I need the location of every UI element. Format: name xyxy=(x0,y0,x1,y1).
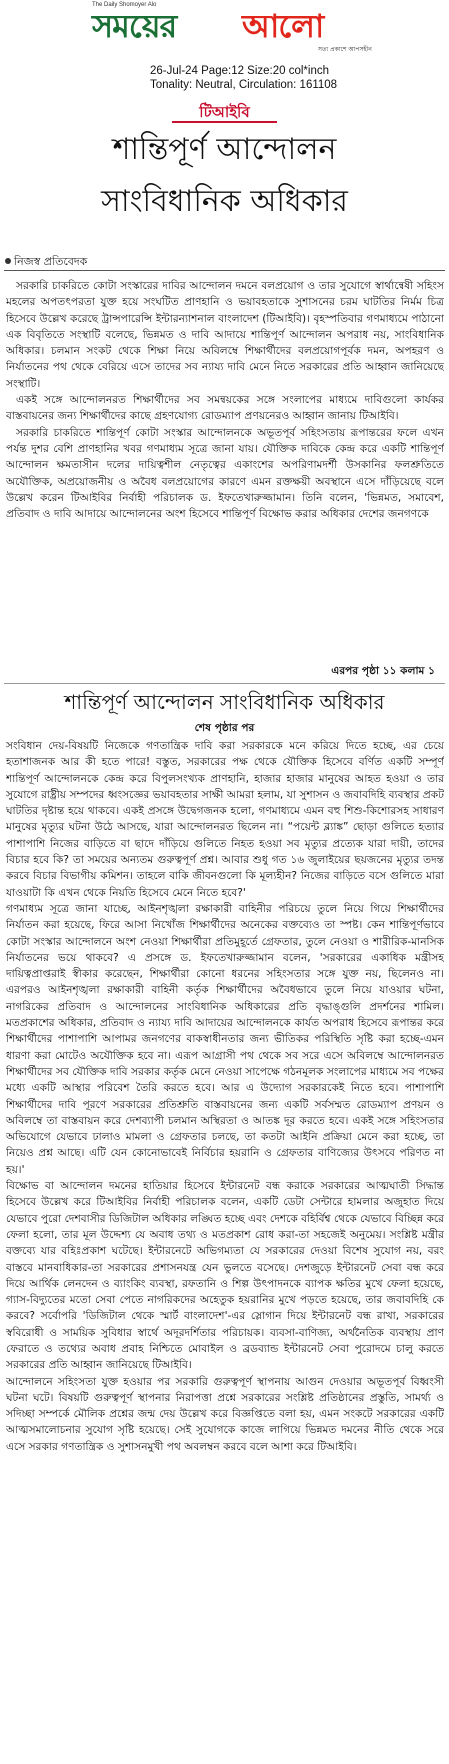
paragraph: সংবিধান দেয়-বিষয়টি নিজেকে গণতান্ত্রিক দাবি করা সরকারকে মনে করিয়ে দিতে হচ্ছে, এর চেয়ে হতাশাজনক আর কী হতে পারে! বস্তুত, সরকারের পক্ষ থেকে যৌক্তিক হিসেবে বর্ণিত একটি সম্পূর্ণ শান্তিপূর্ণ আন্দোলনকে কেন্দ্র করে বিপুলসংখ্যক প্রাণহানি, হাজার হাজার মানুষের আহত হওয়া ও তার সুযোগে রাষ্ট্রীয় সম্পদের ধ্বংসজ্ঞের ভয়াবহতার সাক্ষী আমরা হলাম, যা সুশাসন ও জবাবদিহি ব্যবস্থার প্রকট ঘাটতির দৃষ্টান্ত হয়ে থাকবে। একই প্রসঙ্গে উদ্বেগজনক হলো, গণমাধ্যমে এমন বহু শিশু-কিশোরসহ সাধারণ মানুষের মৃত্যুর ঘটনা উঠে আসছে, যারা আন্দোলনরত ছিলেন না। “পয়েন্ট ব্ল্যাঙ্ক” ছোড়া গুলিতে হত্যার পাশাপাশি নিজের বাড়িতে বা ছাদে দাঁড়িয়ে গুলিতে নিহত হওয়া সব মৃত্যুর প্রত্যেক যারা দায়ী, তাদের বিচার হবে কি? তা সময়ের অন্যতম গুরুত্বপূর্ণ প্রশ্ন। আবার শুধু গত ১৬ জুলাইয়ের ছয়জনের মৃত্যুর তদন্ত করবে বিচার বিভাগীয় কমিশন। তাহলে বাকি জীবনগুলো কি মূল্যহীন? নিজের বাড়িতে বসে গুলিতে মারা যাওয়াটা কি এখন থেকে নিয়তি হিসেবে মেনে নিতে হবে?' xyxy=(6,740,444,899)
article-kicker: টিআইবি xyxy=(199,103,250,121)
article-body xyxy=(6,278,444,678)
paragraph: আন্দোলনে সহিংসতা যুক্ত হওয়ার পর সরকারি গুরুত্বপূর্ণ স্থাপনায় আগুন দেওয়ার অভূতপূর্ব বিধ্বংসী ঘটনা ঘটে। বিষয়টি গুরুত্বপূর্ণ স্থাপনার নিরাপত্তা প্রশ্নে সরকারের সংশ্লিষ্ট প্রতিষ্ঠানের প্রস্তুতি, সামর্থ্য ও সদিচ্ছা সম্পর্কে মৌলিক প্রশ্নের জন্ম দেয় উল্লেখ করে বিজ্ঞপ্তিতে বলা হয়, এমন সংকটে সরকারের একটি আত্মসমালোচনার সুযোগ সৃষ্টি হয়েছে। সেই সুযোগকে কাজে লাগিয়ে ভিন্নমত দমনের নীতি থেকে সরে এসে সরকার গণতান্ত্রিক ও সুশাসনমুখী পথ অবলম্বন করবে বলে আশা করে টিআইবি। xyxy=(6,1375,444,1453)
masthead-tagline: সত্য প্রকাশে আপসহীন xyxy=(318,46,372,53)
masthead-tagline-en: The Daily Shomoyer Alo xyxy=(92,2,157,8)
byline-bullet-icon xyxy=(5,258,11,264)
divider xyxy=(4,683,445,684)
paragraph: গণমাধ্যম সূত্রে জানা যাচ্ছে, আইনশৃঙ্খলা রক্ষাকারী বাহিনীর পরিচয়ে তুলে নিয়ে গিয়ে শিক্ষার্থীদের নির্যাতন করা হয়েছে, ফিরে আসা নিখোঁজ শিক্ষার্থীদের অনেকের বক্তব্যেও তা স্পষ্ট। কেন শান্তিপূর্ণভাবে কোটা সংস্কার আন্দোলনে অংশ নেওয়া শিক্ষার্থীরা প্রতিমুহূর্তে গ্রেফতার, তুলে নেওয়া ও শারীরিক-মানসিক নির্যাতনের ভয়ে থাকবে? এ প্রসঙ্গে ড. ইফতেখারুজ্জামান বলেন, 'সরকারের একাধিক মন্ত্রীসহ দায়িত্বপ্রাপ্তরাই স্বীকার করেছেন, শিক্ষার্থীরা কোনো ধরনের সহিংসতার সঙ্গে যুক্ত নয়, ছিলেনও না। এরপরও আইনশৃঙ্খলা রক্ষাকারী বাহিনী কর্তৃক শিক্ষার্থীদের অবৈধভাবে তুলে নিয়ে যাওয়ার ঘটনা, নাগরিকের প্রতিবাদ ও আন্দোলনের সাংবিধানিক অধিকারের প্রতি বৃদ্ধাঙ্গুলি প্রদর্শনের শামিল। মতপ্রকাশের অধিকার, প্রতিবাদ ও ন্যায্য দাবি আদায়ের আন্দোলনকে কার্যত অপরাধ হিসেবে রূপান্তর করে শিক্ষার্থীদের পাশাপাশি আপামর জনগণের বাকস্বাধীনতার জন্য ভীতিকর পরিস্থিতি সৃষ্টি করা হচ্ছে-এমন ধারণা করা মোটেও অযৌক্তিক হবে না। এরূপ আগ্রাসী পথ থেকে সব সরে এসে অবিলম্বে আন্দোলনরত শিক্ষার্থীদের সব যৌক্তিক দাবি সরকার কর্তৃক মেনে নেওয়া সাপেক্ষে গঠনমূলক সংলাপের মাধ্যমে সব পক্ষের মধ্যে একটি আস্থার পরিবেশ তৈরি করতে হবে। আর এ উদ্যোগ সরকারকেই নিতে হবে। পাশাপাশি শিক্ষার্থীদের দাবি পূরণে সরকারের প্রতিশ্রুতি বাস্তবায়নের জন্য একটি সর্বসম্মত রোডম্যাপ প্রণয়ন ও অবিলম্বে তা বাস্তবায়ন করে দেশব্যাপী চলমান অস্থিরতা ও আতঙ্ক দূর করতে হবে। একই সঙ্গে সহিংসতার অভিযোগে যেভাবে ঢালাও মামলা ও গ্রেফতার চলছে, তা কতটা আইনি প্রক্রিয়া মেনে করা হচ্ছে, তা নিয়েও প্রশ্ন আছে। এটি যেন কোনোভাবেই নির্বিচার হয়রানি ও গ্রেফতার বাণিজ্যের উৎসবে পরিণত না হয়।' xyxy=(6,902,444,1176)
paragraph: সরকারি চাকরিতে কোটা সংস্কারের দাবির আন্দোলন দমনে বলপ্রয়োগ ও তার সুযোগে স্বার্থান্বেষী সহিংস মহলের অপতৎপরতা যুক্ত হয়ে সংঘটিত প্রাণহানি ও ভয়াবহতাকে সুশাসনের চরম ঘাটতির নির্মম চিত্র হিসেবে উল্লেখ করেছে ট্রান্সপারেন্সি ইন্টারন্যাশনাল বাংলাদেশ (টিআইবি)। বৃহস্পতিবার গণমাধ্যমে পাঠানো এক বিবৃতিতে সংস্থাটি বলেছে, ভিন্নমত ও দাবি আদায়ে শান্তিপূর্ণ আন্দোলন অপরাধ নয়, সাংবিধানিক অধিকার। চলমান সংকট থেকে শিক্ষা নিয়ে অবিলম্বে শিক্ষার্থীদের বলপ্রয়োগপূর্বক দমন, অপহরণ ও নির্যাতনের পথ থেকে বেরিয়ে এসে তাদের সব ন্যায্য দাবি মেনে নিতে সরকারের প্রতি আহ্বান জানিয়েছে সংস্থাটি। xyxy=(6,280,444,390)
continued-marker: এরপর পৃষ্ঠা ১১ কলাম ১ xyxy=(331,665,435,677)
headline-line-1: শান্তিপূর্ণ আন্দোলন xyxy=(112,132,337,167)
clipping-meta xyxy=(150,64,337,92)
jump-headline: শান্তিপূর্ণ আন্দোলন সাংবিধানিক অধিকার xyxy=(64,690,385,714)
masthead xyxy=(0,0,449,62)
jump-subline: শেষ পৃষ্ঠার পর xyxy=(194,722,255,734)
kicker-underline xyxy=(172,121,277,123)
article-continuation-body xyxy=(6,738,444,1758)
paragraph: একই সঙ্গে আন্দোলনরত শিক্ষার্থীদের সব সমন্বয়কের সঙ্গে সংলাপের মাধ্যমে দাবিগুলো কার্যকর বাস্তবায়নের জন্য শিক্ষার্থীদের কাছে গ্রহণযোগ্য রোডম্যাপ প্রণয়নেরও আহ্বান জানায় টিআইবি। xyxy=(6,394,444,423)
divider xyxy=(4,270,445,271)
newspaper-logo-part1: সময়ের xyxy=(92,7,177,45)
clipping-meta-line2: Tonality: Neutral, Circulation: 161108 xyxy=(150,79,338,91)
paragraph: বিক্ষোভ বা আন্দোলন দমনের হাতিয়ার হিসেবে ইন্টারনেট বন্ধ করাকে সরকারের আত্মঘাতী সিদ্ধান্ত হিসেবে উল্লেখ করে টিআইবির নির্বাহী পরিচালক বলেন, একটি ডেটা সেন্টারে হামলার অজুহাত দিয়ে যেভাবে পুরো দেশবাসীর ডিজিটাল অধিকার লঙ্ঘিত হচ্ছে এবং দেশকে বহির্বিশ্ব থেকে যেভাবে বিচ্ছিন্ন করে ফেলা হলো, তার মূল উদ্দেশ্য যে অবাধ তথ্য ও মতপ্রকাশ রোধ করা-তা সহজেই অনুমেয়। সংশ্লিষ্ট মন্ত্রীর বক্তব্যে যার বহিঃপ্রকাশ ঘটেছে। ইন্টারনেটে অভিগম্যতা যে সরকারের দেওয়া বিশেষ সুযোগ নয়, বরং বাস্তবে মানবাধিকার-তা সরকারের প্রশাসনযন্ত্র যেন ভুলতে বসেছে। দেশজুড়ে ইন্টারনেট সেবা বন্ধ করে দিয়ে আর্থিক লেনদেন ও ব্যাংকিং ব্যবস্থা, রফতানি ও শিল্প উৎপাদনকে ব্যাপক ক্ষতির মুখে ফেলা হয়েছে, গ্যাস-বিদ্যুতের মতো সেবা পেতে নাগরিকদের অহেতুক হয়রানির মুখে পড়তে হয়েছে, তার জবাবদিহি কে করবে? সর্বোপরি 'ডিজিটাল থেকে স্মার্ট বাংলাদেশ'-এর স্লোগান দিয়ে ইন্টারনেট বন্ধ রাখা, সরকারের স্ববিরোধী ও সাময়িক সুবিধার স্বার্থে অদূরদর্শিতার পরিচায়ক। ব্যবসা-বাণিজ্য, অর্থনৈতিক ব্যবস্থায় প্রাণ ফেরাতে ও তথ্যের অবাধ প্রবাহ নিশ্চিতে মোবাইল ও ব্রডব্যান্ড ইন্টারনেট সেবা পুরোদমে চালু করতে সরকারের প্রতি আহ্বান জানিয়েছে টিআইবি। xyxy=(6,1180,444,1372)
clipping-meta-line1: 26-Jul-24 Page:12 Size:20 col*inch xyxy=(150,65,330,77)
newspaper-logo-part2: আলো xyxy=(242,7,324,45)
paragraph: সরকারি চাকরিতে শান্তিপূর্ণ কোটা সংস্কার আন্দোলনকে অভূতপূর্ব সহিংসতায় রূপান্তরের ফলে এখন পর্যন্ত দুশর বেশি প্রাণহানির খবর গণমাধ্যম সূত্রে জানা যায়। যৌক্তিক দাবিকে কেন্দ্র করে একটি শান্তিপূর্ণ আন্দোলন ক্ষমতাসীন দলের দায়িত্বশীল নেতৃত্বের একাংশের অপরিণামদর্শী উসকানির ফলশ্রুতিতে অযৌক্তিক, অপ্রয়োজনীয় ও অবৈধ বলপ্রয়োগের কারণে এমন রক্তক্ষয়ী অবস্থানে এসে দাঁড়িয়েছে বলে উল্লেখ করেন টিআইবির নির্বাহী পরিচালক ড. ইফতেখারুজ্জামান। তিনি বলেন, 'ভিন্নমত, সমাবেশ, প্রতিবাদ ও দাবি আদায়ে আন্দোলনের অংশ হিসেবে শান্তিপূর্ণ বিক্ষোভ করার অধিকার দেশের জনগণকে xyxy=(6,426,444,521)
byline: নিজস্ব প্রতিবেদক xyxy=(14,255,88,268)
headline-line-2: সাংবিধানিক অধিকার xyxy=(101,184,348,219)
